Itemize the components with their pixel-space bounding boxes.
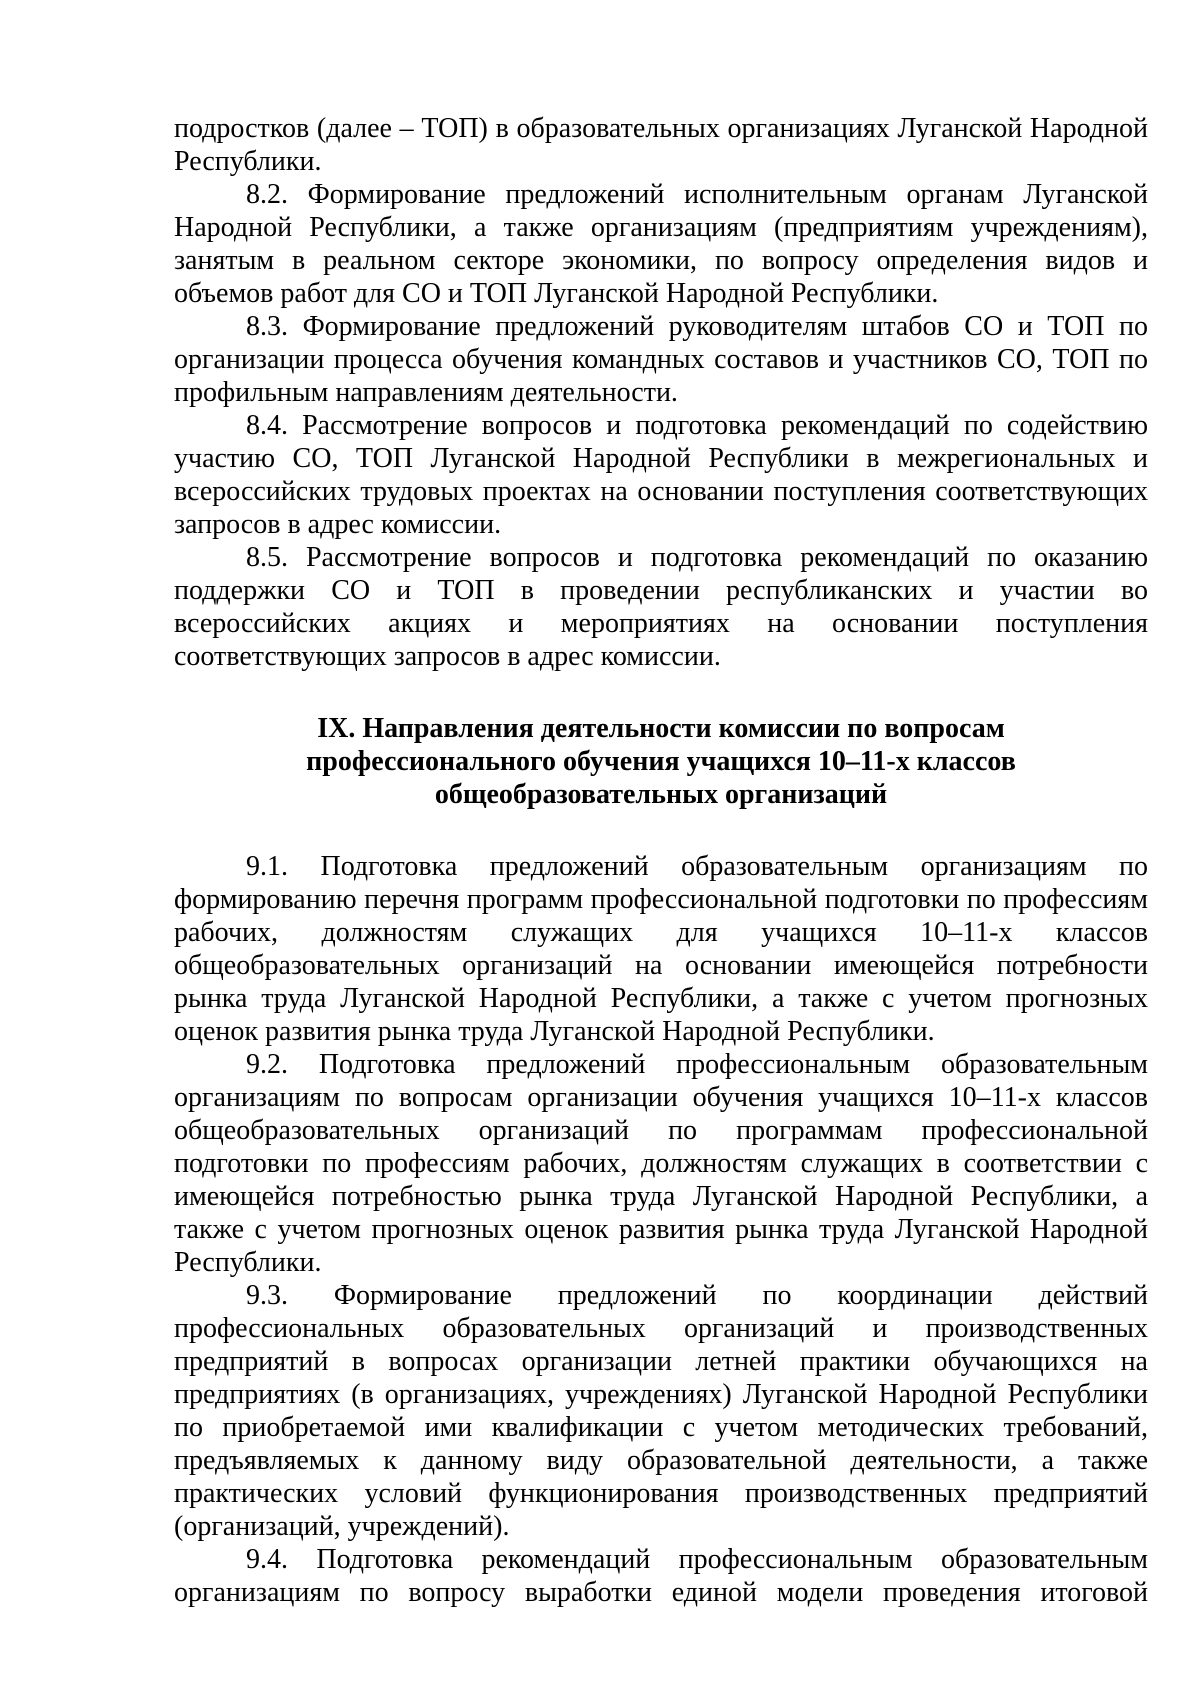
item-text: Формирование предложений руководителям штабов СО и ТОП по организации процесса обучения командных составов и участников СО, ТОП по профильным направлениям деятельности. (174, 311, 1149, 408)
item-number: 9.2. (246, 1049, 288, 1080)
item-number: 9.4. (246, 1544, 288, 1575)
item-text: Формирование предложений исполнительным органам Луганской Народной Республики, а также организациям (предприятиям учреждениям), занятым в реальном секторе экономики, по вопросу определения видов и объемов работ для СО и ТОП Луганской Народной Республики. (174, 179, 1148, 309)
item-8-4 (174, 409, 1148, 541)
document-body (174, 112, 1148, 1609)
item-text: Подготовка предложений образовательным организациям по формированию перечня программ профессиональной подготовки по профессиям рабочих, должностям служащих для учащихся 10–11-х классов общеобразовательных организаций на основании имеющейся потребности рынка труда Луганской Народной Республики, а также с учетом прогнозных оценок развития рынка труда Луганской Народной Республики. (174, 851, 1148, 1047)
item-9-1 (174, 850, 1148, 1048)
section-9-heading (174, 712, 1148, 811)
item-text: Подготовка рекомендаций профессиональным образовательным организациям по вопросу выработки единой модели проведения итоговой (174, 1544, 1149, 1608)
item-8-3 (174, 310, 1148, 409)
item-number: 8.3. (246, 311, 288, 342)
item-8-5 (174, 541, 1148, 673)
item-text: Рассмотрение вопросов и подготовка рекомендаций по содействию участию СО, ТОП Луганской Народной Республики в межрегиональных и всероссийских трудовых проектах на основании поступления соответствующих запросов в адрес комиссии. (174, 410, 1149, 540)
item-number: 8.2. (246, 179, 288, 210)
heading-line: IX. Направления деятельности комиссии по вопросам (317, 713, 1005, 744)
item-9-4 (174, 1543, 1148, 1609)
heading-line: профессионального обучения учащихся 10–11-х классов (306, 746, 1016, 777)
item-number: 8.5. (246, 542, 288, 573)
lead-paragraph: подростков (далее – ТОП) в образовательных организациях Луганской Народной Республики. (174, 113, 1148, 177)
item-9-3 (174, 1279, 1148, 1543)
item-number: 9.3. (246, 1280, 288, 1311)
item-text: Рассмотрение вопросов и подготовка рекомендаций по оказанию поддержки СО и ТОП в проведении республиканских и участии во всероссийских акциях и мероприятиях на основании поступления соответствующих запросов в адрес комиссии. (174, 542, 1149, 672)
item-number: 9.1. (246, 851, 288, 882)
item-8-2 (174, 178, 1148, 310)
item-text: Формирование предложений по координации действий профессиональных образовательных организаций и производственных предприятий в вопросах организации летней практики обучающихся на предприятиях (в организациях, учреждениях) Луганской Народной Республики по приобретаемой ими квалификации с учетом методических требований, предъявляемых к данному виду образовательной деятельности, а также практических условий функционирования производственных предприятий (организаций, учреждений). (174, 1280, 1149, 1542)
heading-line: общеобразовательных организаций (434, 779, 888, 810)
item-9-2 (174, 1048, 1148, 1279)
item-number: 8.4. (246, 410, 288, 441)
item-text: Подготовка предложений профессиональным образовательным организациям по вопросам организации обучения учащихся 10–11-х классов общеобразовательных организаций по программам профессиональной подготовки по профессиям рабочих, должностям служащих в соответствии с имеющейся потребностью рынка труда Луганской Народной Республики, а также с учетом прогнозных оценок развития рынка труда Луганской Народной Республики. (174, 1049, 1148, 1278)
